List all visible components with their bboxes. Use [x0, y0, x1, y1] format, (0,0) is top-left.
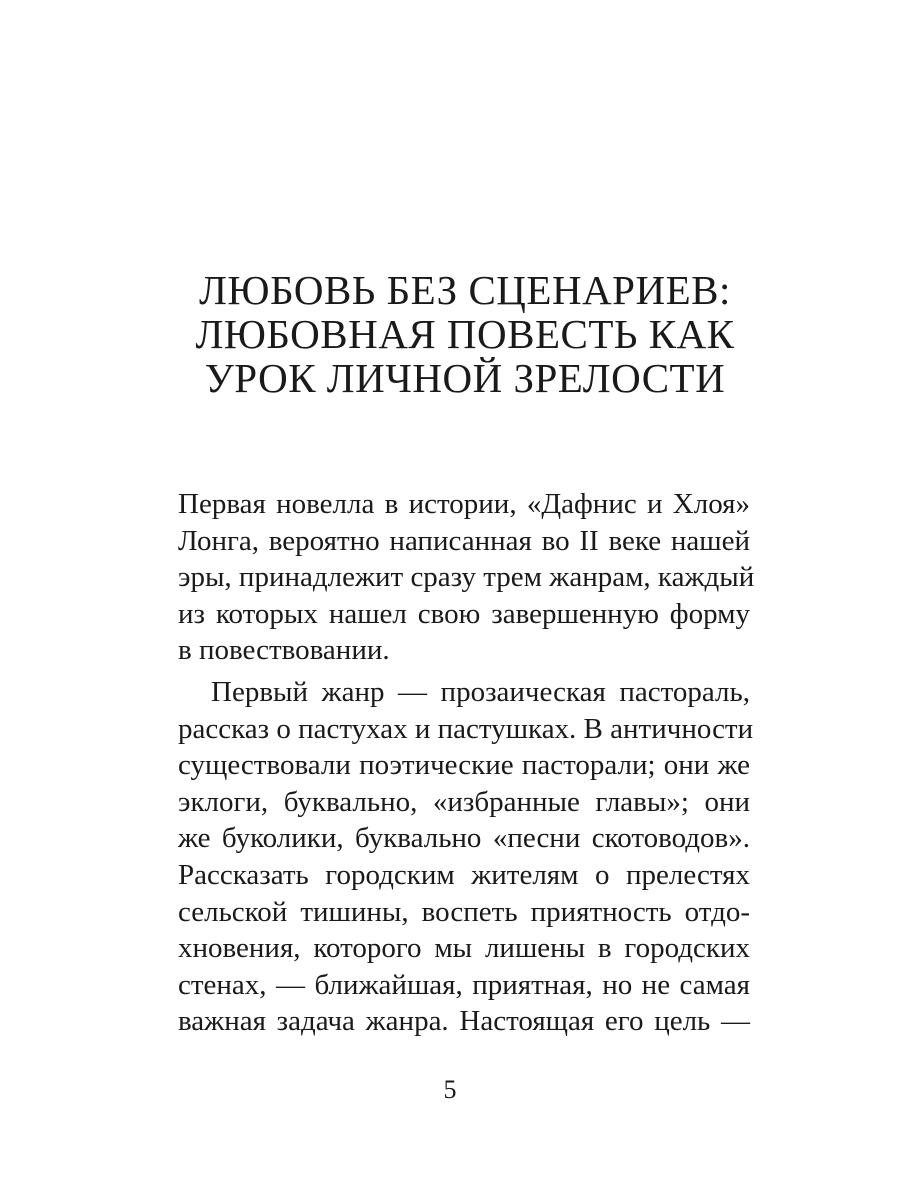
chapter-title-line: УРОК ЛИЧНОЙ ЗРЕЛОСТИ: [204, 355, 726, 401]
text-line: эклоги, буквально, «избранные главы»; они: [178, 785, 750, 818]
text-line: существовали поэтические пасторали; они же: [178, 749, 750, 782]
text-line: рассказ о пастухах и пастушках. В античности: [178, 712, 754, 745]
text-line: Первый жанр — прозаическая пастораль,: [211, 675, 750, 708]
text-line: стенах, — ближайшая, приятная, но не самая: [178, 968, 750, 1001]
chapter-title: [150, 268, 780, 400]
paragraph: [178, 486, 755, 669]
text-line: Первая новелла в истории, «Дафнис и Хлоя»: [178, 488, 750, 520]
text-line: же буколики, буквально «песни скотоводов».: [178, 822, 750, 855]
text-line: сельской тишины, воспеть приятность отдо-: [178, 895, 750, 928]
text-line: хновения, которого мы лишены в городских: [178, 932, 750, 965]
text-line: важная задача жанра. Настоящая его цель —: [178, 1005, 750, 1038]
chapter-title-line: ЛЮБОВЬ БЕЗ СЦЕНАРИЕВ:: [199, 267, 731, 313]
text-line: Рассказать городским жителям о прелестях: [178, 858, 750, 891]
text-line: Лонга, вероятно написанная во II веке нашей: [178, 524, 750, 557]
text-line: эры, принадлежит сразу трем жанрам, каждый: [178, 561, 755, 594]
text-line: из которых нашел свою завершенную форму: [178, 597, 750, 630]
body-text: [178, 486, 755, 1040]
page-number: 5: [443, 1075, 457, 1104]
paragraph: [178, 674, 754, 1040]
text-line: в повествовании.: [178, 634, 390, 667]
chapter-title-line: ЛЮБОВНАЯ ПОВЕСТЬ КАК: [195, 311, 735, 357]
